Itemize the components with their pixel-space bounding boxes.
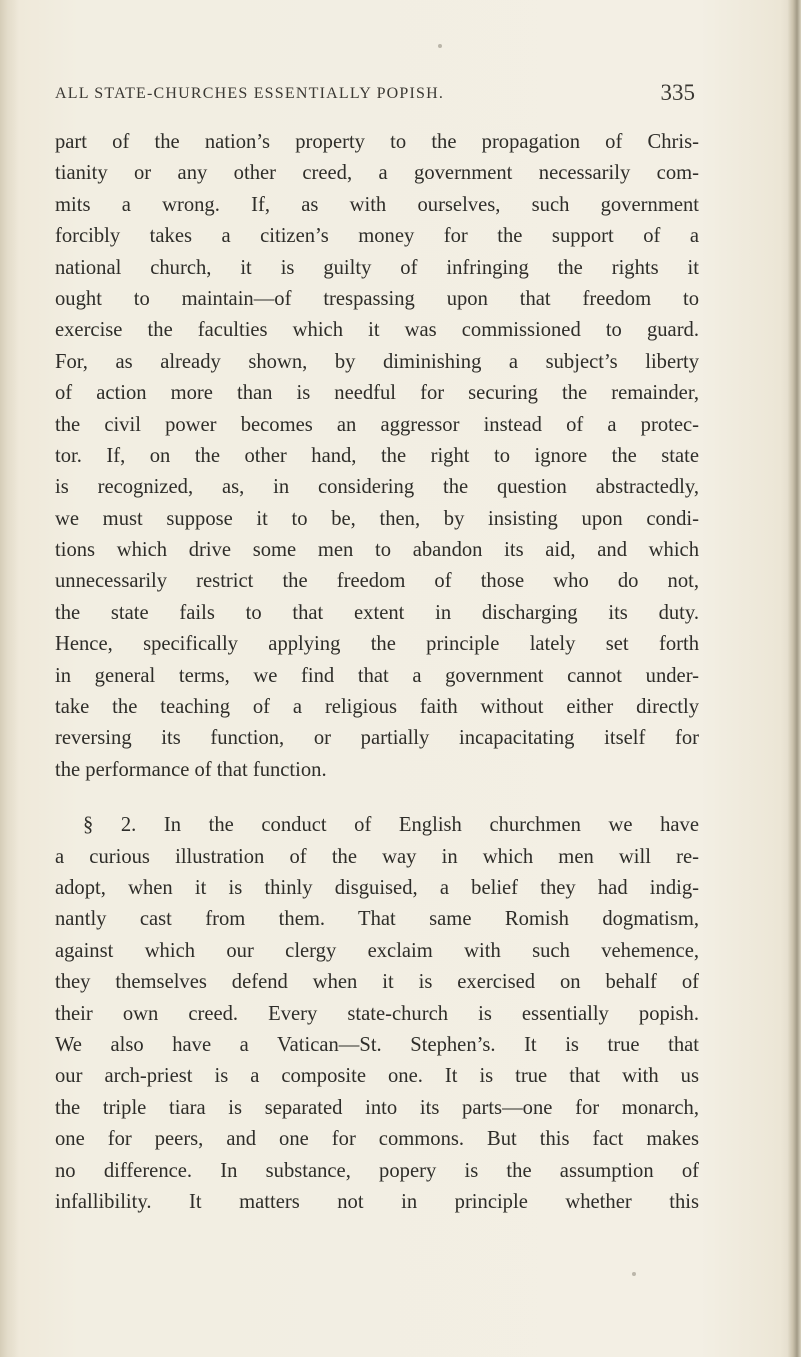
section-heading-line: § 2. In the conduct of English churchmen we have — [83, 814, 699, 837]
text-line: exercise the faculties which it was commissioned to guard. — [55, 319, 699, 342]
text-line: our arch-priest is a composite one. It is true that with us — [55, 1065, 699, 1088]
paragraph-spacer — [55, 786, 699, 810]
text-line: We also have a Vatican—St. Stephen’s. It is true that — [55, 1033, 699, 1056]
body-text — [55, 127, 699, 1218]
text-line: tions which drive some men to abandon its aid, and which — [55, 539, 699, 562]
text-line: adopt, when it is thinly disguised, a belief they had indig- — [55, 876, 699, 899]
text-line: is recognized, as, in considering the question abstractedly, — [55, 476, 699, 499]
text-line: one for peers, and one for commons. But this fact makes — [55, 1128, 699, 1151]
text-line: nantly cast from them. That same Romish dogmatism, — [55, 908, 699, 931]
page-edge — [787, 0, 801, 1357]
text-line: forcibly takes a citizen’s money for the support of a — [55, 225, 699, 248]
text-line: For, as already shown, by diminishing a subject’s liberty — [55, 350, 699, 373]
gutter-shadow — [0, 0, 18, 1357]
text-line: of action more than is needful for securing the remainder, — [55, 382, 699, 405]
text-line: the performance of that function. — [55, 758, 327, 781]
text-line: in general terms, we find that a government cannot under- — [55, 664, 699, 687]
text-line: against which our clergy exclaim with such vehemence, — [55, 939, 699, 962]
running-header — [55, 80, 695, 113]
text-line: mits a wrong. If, as with ourselves, such government — [55, 193, 699, 216]
text-line: no difference. In substance, popery is the assumption of — [55, 1159, 699, 1182]
text-line: their own creed. Every state-church is essentially popish. — [55, 1002, 699, 1025]
text-line: part of the nation’s property to the propagation of Chris- — [55, 131, 699, 153]
text-line: the triple tiara is separated into its parts—one for monarch, — [55, 1096, 699, 1119]
text-line: we must suppose it to be, then, by insisting upon condi- — [55, 507, 699, 530]
paragraph-1 — [55, 127, 699, 786]
text-line: take the teaching of a religious faith without either directly — [55, 696, 699, 719]
text-line: the state fails to that extent in discharging its duty. — [55, 601, 699, 624]
text-line: unnecessarily restrict the freedom of those who do not, — [55, 570, 699, 593]
paper-speck — [438, 44, 442, 48]
text-line: tianity or any other creed, a government necessarily com- — [55, 162, 699, 185]
running-title: ALL STATE-CHURCHES ESSENTIALLY POPISH. — [55, 85, 445, 102]
text-line: ought to maintain—of trespassing upon that freedom to — [55, 287, 699, 310]
text-line: national church, it is guilty of infringing the rights it — [55, 256, 699, 279]
text-line: they themselves defend when it is exercised on behalf of — [55, 971, 699, 994]
paper-speck — [632, 1272, 636, 1276]
paragraph-2 — [55, 810, 699, 1218]
text-line: a curious illustration of the way in which men will re- — [55, 845, 699, 868]
text-line: tor. If, on the other hand, the right to ignore the state — [55, 444, 699, 467]
text-line: infallibility. It matters not in principle whether this — [55, 1190, 699, 1213]
text-line: Hence, specifically applying the principle lately set forth — [55, 633, 699, 656]
text-line: reversing its function, or partially incapacitating itself for — [55, 727, 699, 750]
text-line: the civil power becomes an aggressor instead of a protec- — [55, 413, 699, 436]
page-number: 335 — [660, 80, 695, 105]
